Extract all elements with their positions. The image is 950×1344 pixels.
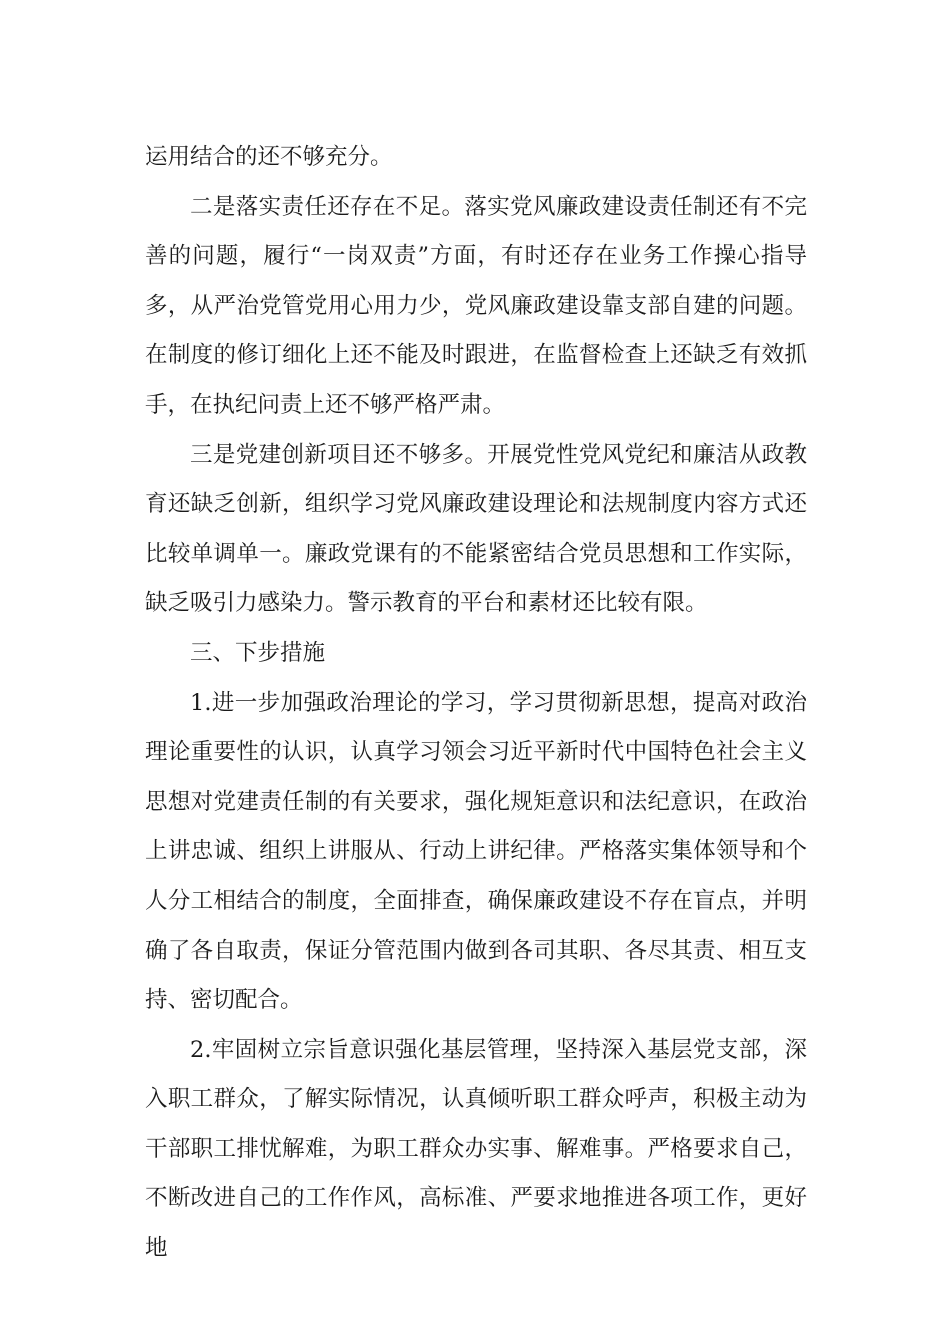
paragraph-responsibility: 二是落实责任还存在不足。落实党风廉政建设责任制还有不完善的问题，履行“一岗双责”方面，有时还存在业务工作操心指导多，从严治党管党用心用力少，党风廉政建设靠支部自建的问题。在制度的修订细化上还不能及时跟进，在监督检查上还缺乏有效抓手，在执纪问责上还不够严格严肃。 [145,193,807,418]
paragraph-continuation: 运用结合的还不够充分。 [145,144,393,170]
document-body [145,133,807,1274]
paragraph-measure-1: 1.进一步加强政治理论的学习，学习贯彻新思想，提高对政治理论重要性的认识，认真学习领会习近平新时代中国特色社会主义思想对党建责任制的有关要求，强化规矩意识和法纪意识，在政治上讲忠诚、组织上讲服从、行动上讲纪律。严格落实集体领导和个人分工相结合的制度，全面排查，确保廉政建设不存在盲点，并明确了各自取责，保证分管范围内做到各司其职、各尽其责、相互支持、密切配合。 [145,689,807,1014]
section-heading-next-steps: 三、下步措施 [190,639,326,666]
paragraph-measure-2: 2.牢固树立宗旨意识强化基层管理，坚持深入基层党支部，深入职工群众，了解实际情况，认真倾听职工群众呼声，积极主动为干部职工排忧解难，为职工群众办实事、解难事。严格要求自己，不断改进自己的工作作风，高标准、严要求地推进各项工作，更好地 [145,1036,807,1262]
paragraph-innovation: 三是党建创新项目还不够多。开展党性党风党纪和廉洁从政教育还缺乏创新，组织学习党风廉政建设理论和法规制度内容方式还比较单调单一。廉政党课有的不能紧密结合党员思想和工作实际，缺乏吸引力感染力。警示教育的平台和素材还比较有限。 [145,441,807,617]
